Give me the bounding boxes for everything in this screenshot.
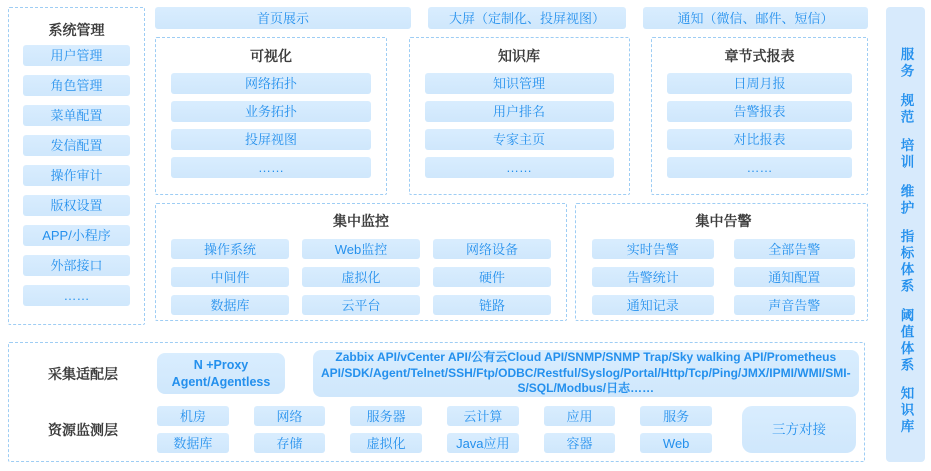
- hardware-button[interactable]: 硬件: [433, 267, 551, 287]
- comparison-report-button[interactable]: 对比报表: [667, 129, 852, 150]
- central-monitoring-title: 集中监控: [333, 213, 389, 229]
- storage-button[interactable]: 存储: [254, 433, 326, 453]
- central-alarm-box: [575, 203, 868, 321]
- projection-view-button[interactable]: 投屏视图: [171, 129, 371, 150]
- collection-adapter-label: 采集适配层: [48, 365, 118, 382]
- visualization-title: 可视化: [250, 48, 292, 64]
- menu-item-copyright-settings[interactable]: 版权设置: [23, 195, 130, 216]
- java-app-button[interactable]: Java应用: [447, 433, 519, 453]
- chapter-report-title: 章节式报表: [724, 48, 795, 64]
- cloud-platform-button[interactable]: 云平台: [302, 295, 420, 315]
- menu-item-external-interface[interactable]: 外部接口: [23, 255, 130, 276]
- sound-alarm-button[interactable]: 声音告警: [734, 295, 856, 315]
- sidebar-item-service: 服务: [898, 47, 914, 81]
- knowledge-base-box: [409, 37, 630, 195]
- home-display-button[interactable]: 首页展示: [155, 7, 411, 29]
- network-button[interactable]: 网络: [254, 406, 326, 426]
- application-button[interactable]: 应用: [544, 406, 616, 426]
- expert-homepage-button[interactable]: 专家主页: [425, 129, 614, 150]
- database-button[interactable]: 数据库: [157, 433, 229, 453]
- report-more-button[interactable]: ……: [667, 157, 852, 178]
- resource-monitor-row: [9, 406, 856, 453]
- web-monitor-button[interactable]: Web监控: [302, 239, 420, 259]
- virtualization-monitor-button[interactable]: 虚拟化: [302, 267, 420, 287]
- daily-weekly-monthly-report-button[interactable]: 日周月报: [667, 73, 852, 94]
- api-protocols-box[interactable]: Zabbix API/vCenter API/公有云Cloud API/SNMP/SNMP Trap/Sky walking API/Prometheus API/SDK/Agent/Telnet/SSH/Ftp/ODBC/Restful/Syslog/Portal/Http/Tcp/Ping/JMX/IPMI/WMI/SMI-S/SQL/Modbus/日志……: [313, 350, 859, 397]
- notify-config-button[interactable]: 通知配置: [734, 267, 856, 287]
- proxy-agent-button[interactable]: N +Proxy Agent/Agentless: [157, 353, 285, 394]
- knowledge-base-title: 知识库: [498, 48, 540, 64]
- machine-room-button[interactable]: 机房: [157, 406, 229, 426]
- alarm-statistics-button[interactable]: 告警统计: [592, 267, 714, 287]
- chapter-report-box: [651, 37, 868, 195]
- central-monitoring-box: [155, 203, 567, 321]
- mid-row: [155, 203, 868, 321]
- notify-record-button[interactable]: 通知记录: [592, 295, 714, 315]
- network-device-button[interactable]: 网络设备: [433, 239, 551, 259]
- bottom-layers-box: [8, 342, 865, 462]
- database-monitor-button[interactable]: 数据库: [171, 295, 289, 315]
- system-management-panel: [8, 7, 145, 325]
- resource-monitor-label: 资源监测层: [48, 421, 118, 438]
- sidebar-item-maintenance: 维护: [898, 183, 914, 217]
- service-button[interactable]: 服务: [640, 406, 712, 426]
- link-button[interactable]: 链路: [433, 295, 551, 315]
- sidebar-item-metric-system: 指标体系: [898, 229, 914, 296]
- web-button[interactable]: Web: [640, 433, 712, 453]
- alarm-report-button[interactable]: 告警报表: [667, 101, 852, 122]
- visualization-box: [155, 37, 387, 195]
- menu-item-menu-config[interactable]: 菜单配置: [23, 105, 130, 126]
- menu-item-operation-audit[interactable]: 操作审计: [23, 165, 130, 186]
- network-topology-button[interactable]: 网络拓扑: [171, 73, 371, 94]
- right-service-sidebar: [886, 7, 925, 462]
- notification-button[interactable]: 通知（微信、邮件、短信）: [643, 7, 868, 29]
- virtualization-button[interactable]: 虚拟化: [350, 433, 422, 453]
- menu-item-more[interactable]: ……: [23, 285, 130, 306]
- central-alarm-title: 集中告警: [695, 213, 752, 229]
- menu-item-user-management[interactable]: 用户管理: [23, 45, 130, 66]
- center-column: [155, 7, 868, 321]
- os-monitor-button[interactable]: 操作系统: [171, 239, 289, 259]
- top-button-row: [155, 7, 868, 29]
- user-ranking-button[interactable]: 用户排名: [425, 101, 614, 122]
- visualization-more-button[interactable]: ……: [171, 157, 371, 178]
- sidebar-item-training: 培训: [898, 138, 914, 172]
- menu-item-mail-config[interactable]: 发信配置: [23, 135, 130, 156]
- central-alarm-grid: [592, 239, 855, 315]
- menu-item-app-miniprogram[interactable]: APP/小程序: [23, 225, 130, 246]
- container-button[interactable]: 容器: [544, 433, 616, 453]
- cloud-computing-button[interactable]: 云计算: [447, 406, 519, 426]
- central-monitoring-grid: [171, 239, 551, 315]
- third-party-integration-button[interactable]: 三方对接: [742, 406, 856, 453]
- collection-adapter-row: [9, 350, 856, 397]
- sidebar-item-threshold-system: 阈值体系: [898, 307, 914, 374]
- sidebar-item-standard: 规范: [898, 92, 914, 126]
- sidebar-item-knowledge-base: 知识库: [898, 386, 914, 436]
- big-screen-button[interactable]: 大屏（定制化、投屏视图）: [428, 7, 626, 29]
- resource-grid: [157, 406, 712, 453]
- middleware-button[interactable]: 中间件: [171, 267, 289, 287]
- menu-item-role-management[interactable]: 角色管理: [23, 75, 130, 96]
- realtime-alarm-button[interactable]: 实时告警: [592, 239, 714, 259]
- all-alarm-button[interactable]: 全部告警: [734, 239, 856, 259]
- feature-row: [155, 37, 868, 195]
- server-button[interactable]: 服务器: [350, 406, 422, 426]
- system-management-title: 系统管理: [48, 22, 105, 38]
- business-topology-button[interactable]: 业务拓扑: [171, 101, 371, 122]
- knowledge-management-button[interactable]: 知识管理: [425, 73, 614, 94]
- knowledge-more-button[interactable]: ……: [425, 157, 614, 178]
